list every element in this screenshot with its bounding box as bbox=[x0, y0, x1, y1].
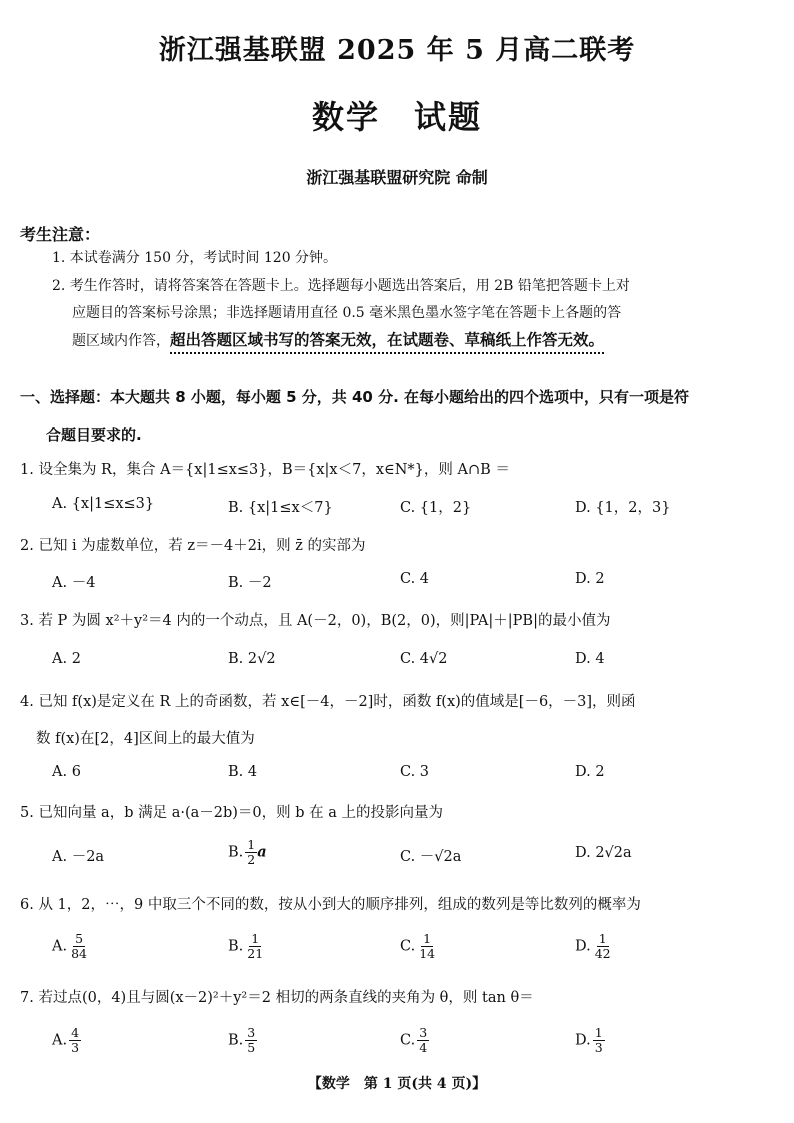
fraction-numerator: 5 bbox=[75, 931, 84, 946]
question-4-option-c: C. 3 bbox=[400, 764, 430, 780]
question-3-option-b: B. 2√2 bbox=[228, 651, 276, 667]
question-7-stem: 7. 若过点(0，4)且与圆(x－2)²＋y²＝2 相切的两条直线的夹角为 θ，则 tan θ＝ bbox=[20, 990, 534, 1006]
question-5-option-d: D. 2√2a bbox=[575, 845, 632, 861]
fraction-numerator: 1 bbox=[251, 931, 260, 946]
page-footer: 【数学 第 1 页(共 4 页)】 bbox=[307, 1076, 487, 1092]
section-heading-line-1: 一、选择题：本大题共 8 小题，每小题 5 分，共 40 分. 在每小题给出的四个选项中，只有一项是符 bbox=[20, 388, 690, 406]
question-7-option-b bbox=[228, 1026, 257, 1055]
fraction-denominator: 3 bbox=[594, 1040, 603, 1055]
option-label: A. bbox=[52, 938, 68, 955]
question-1-option-b: B. {x|1≤x＜7} bbox=[228, 500, 333, 516]
question-7-option-c bbox=[400, 1026, 429, 1055]
option-label: D. bbox=[575, 938, 591, 955]
option-fraction bbox=[417, 1026, 429, 1055]
option-fraction bbox=[69, 932, 89, 961]
fraction-denominator: 21 bbox=[247, 946, 264, 961]
fraction-denominator: 5 bbox=[247, 1040, 256, 1055]
question-1-option-d: D. {1，2，3} bbox=[575, 500, 671, 516]
option-label: C. bbox=[400, 1032, 416, 1049]
question-5-option-c: C. －√2a bbox=[400, 849, 462, 865]
question-7-option-d bbox=[575, 1026, 605, 1055]
fraction-numerator: 1 bbox=[247, 837, 256, 852]
fraction-denominator: 4 bbox=[419, 1040, 428, 1055]
subject-title: 数学 试题 bbox=[311, 98, 482, 136]
question-4-option-a: A. 6 bbox=[52, 764, 81, 780]
question-5-option-b-vector: a bbox=[257, 843, 267, 861]
question-6-option-a bbox=[52, 932, 89, 961]
option-fraction bbox=[245, 1026, 257, 1055]
maker-line: 浙江强基联盟研究院 命制 bbox=[306, 168, 488, 187]
question-3-option-c: C. 4√2 bbox=[400, 651, 448, 667]
fraction-numerator: 1 bbox=[423, 931, 432, 946]
question-5-stem: 5. 已知向量 a，b 满足 a·(a－2b)＝0，则 b 在 a 上的投影向量为 bbox=[20, 805, 444, 821]
fraction-denominator: 42 bbox=[594, 946, 611, 961]
notice-heading: 考生注意： bbox=[20, 225, 101, 244]
notice-line-4-text: 题区域内作答， bbox=[72, 333, 170, 349]
question-3-option-d: D. 4 bbox=[575, 651, 605, 667]
option-fraction bbox=[417, 932, 437, 961]
option-fraction bbox=[593, 932, 613, 961]
option-label: C. bbox=[400, 938, 416, 955]
fraction-numerator: 1 bbox=[594, 1025, 603, 1040]
option-fraction bbox=[245, 932, 265, 961]
notice-line-4 bbox=[72, 331, 604, 350]
option-label: B. bbox=[228, 1032, 244, 1049]
option-fraction bbox=[69, 1026, 81, 1055]
question-5-option-b bbox=[228, 838, 267, 867]
question-4-stem: 4. 已知 f(x)是定义在 R 上的奇函数，若 x∈[－4，－2]时，函数 f(x)的值域是[－6，－3]，则函 bbox=[20, 694, 636, 710]
option-fraction bbox=[593, 1026, 605, 1055]
main-title: 浙江强基联盟 2025 年 5 月高二联考 bbox=[158, 35, 636, 66]
fraction-numerator: 1 bbox=[598, 931, 607, 946]
notice-line-2: 2. 考生作答时，请将答案答在答题卡上。选择题每小题选出答案后，用 2B 铅笔把答题卡上对 bbox=[52, 278, 630, 294]
section-heading-line-2: 合题目要求的. bbox=[46, 426, 142, 444]
fraction-denominator: 14 bbox=[419, 946, 436, 961]
question-4-option-b: B. 4 bbox=[228, 764, 258, 780]
question-2-option-b: B. －2 bbox=[228, 575, 272, 591]
question-5-option-a: A. －2a bbox=[52, 849, 105, 865]
question-6-stem: 6. 从 1，2，⋯，9 中取三个不同的数，按从小到大的顺序排列，组成的数列是等比数列的概率为 bbox=[20, 897, 641, 913]
question-1-option-a: A. {x|1≤x≤3} bbox=[52, 496, 155, 512]
question-2-option-a: A. －4 bbox=[52, 575, 96, 591]
fraction-numerator: 4 bbox=[71, 1025, 80, 1040]
question-6-option-c bbox=[400, 932, 437, 961]
fraction-denominator: 84 bbox=[71, 946, 87, 961]
notice-emphasis: 超出答题区域书写的答案无效，在试题卷、草稿纸上作答无效。 bbox=[170, 331, 605, 349]
notice-line-1: 1. 本试卷满分 150 分，考试时间 120 分钟。 bbox=[52, 250, 338, 266]
question-3-stem: 3. 若 P 为圆 x²＋y²＝4 内的一个动点，且 A(－2，0)，B(2，0)，则|PA|＋|PB|的最小值为 bbox=[20, 613, 611, 629]
fraction-numerator: 3 bbox=[247, 1025, 256, 1040]
question-5-option-b-label: B. bbox=[228, 844, 244, 861]
option-label: B. bbox=[228, 938, 244, 955]
question-2-stem: 2. 已知 i 为虚数单位，若 z＝－4＋2i，则 z̄ 的实部为 bbox=[20, 538, 366, 554]
option-label: A. bbox=[52, 1032, 68, 1049]
question-4-stem-continued: 数 f(x)在[2，4]区间上的最大值为 bbox=[36, 731, 255, 747]
question-2-option-d: D. 2 bbox=[575, 571, 605, 587]
question-2-option-c: C. 4 bbox=[400, 571, 430, 587]
question-6-option-d bbox=[575, 932, 613, 961]
option-label: D. bbox=[575, 1032, 591, 1049]
question-5-option-b-fraction bbox=[245, 838, 257, 867]
question-1-stem: 1. 设全集为 R，集合 A＝{x|1≤x≤3}，B＝{x|x＜7，x∈N*}，则 A∩B ＝ bbox=[20, 462, 510, 478]
question-7-option-a bbox=[52, 1026, 81, 1055]
fraction-numerator: 3 bbox=[419, 1025, 428, 1040]
question-6-option-b bbox=[228, 932, 265, 961]
fraction-denominator: 2 bbox=[247, 852, 256, 867]
question-3-option-a: A. 2 bbox=[52, 651, 81, 667]
question-4-option-d: D. 2 bbox=[575, 764, 605, 780]
question-1-option-c: C. {1，2} bbox=[400, 500, 472, 516]
notice-line-3: 应题目的答案标号涂黑；非选择题请用直径 0.5 毫米黑色墨水签字笔在答题卡上各题的答 bbox=[72, 305, 622, 321]
fraction-denominator: 3 bbox=[71, 1040, 80, 1055]
